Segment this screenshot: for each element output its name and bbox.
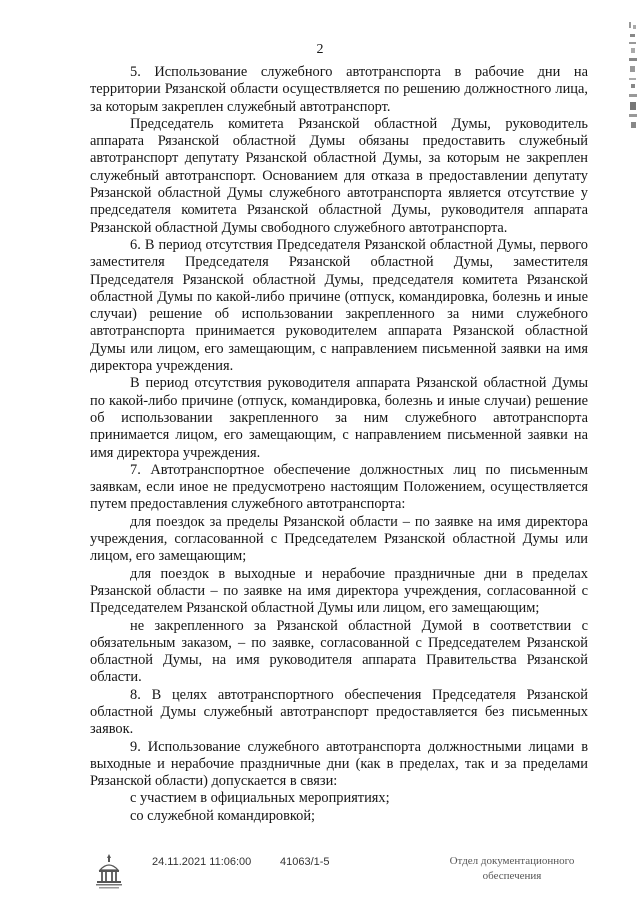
margin-barcode-icon (628, 22, 638, 132)
paragraph: 8. В целях автотранспортного обеспечения Председателя Рязанской областной Думы служебный автотранспорт предоставляется без письменных заявок. (90, 686, 588, 738)
stamp-document-number: 41063/1-5 (280, 856, 330, 868)
paragraph: со служебной командировкой; (130, 807, 316, 824)
paragraph: 6. В период отсутствия Председателя Рязанской областной Думы, первого заместителя Председателя Рязанской областной Думы, заместителя Председателя Рязанской областной Думы, председателя комитета Рязанской областной Думы по какой-либо причине (отпуск, командировка, болезнь и иные случаи) решение об использовании закрепленного за ними служебного автотранспорта принимается руководителем аппарата Рязанской областной Думы или лицом, его замещающим, с направлением письменной заявки на имя директора учреждения. (90, 236, 588, 375)
paragraph: с участием в официальных мероприятиях; (130, 790, 390, 807)
paragraph: не закрепленного за Рязанской областной Думой в соответствии с обязательным заказом, – по заявке, согласованной с Председателем Рязанской областной Думы, на имя руководителя аппарата Правительства Рязанской области. (90, 617, 588, 686)
paragraph: 7. Автотранспортное обеспечение должностных лиц по письменным заявкам, если иное не предусмотрено настоящим Положением, осуществляется путем предоставления служебного автотранспорта: (90, 461, 588, 513)
department-stamp (432, 854, 592, 884)
document-footer (0, 846, 640, 905)
duma-emblem-icon (94, 852, 124, 890)
page-number: 2 (316, 42, 324, 57)
paragraph: Председатель комитета Рязанской областной Думы, руководитель аппарата Рязанской областной Думы обязаны предоставить служебный автотранспорт депутату Рязанской областной Думы, за которым не закреплен служебный автотранспорт. Основанием для отказа в предоставлении депутату Рязанской областной Думы служебного автотранспорта является отсутствие у председателя комитета Рязанской областной Думы, руководителя аппарата Рязанской областной Думы свободного служебного автотранспорта. (90, 115, 588, 236)
department-line: обеспечения (482, 870, 542, 882)
department-line: Отдел документационного (449, 855, 575, 867)
paragraph: для поездок за пределы Рязанской области – по заявке на имя директора учреждения, согласованной с Председателем Рязанской областной Думы или лицом, его замещающим; (90, 513, 588, 565)
paragraph: для поездок в выходные и нерабочие праздничные дни в пределах Рязанской области – по заявке на имя директора учреждения, согласованной с Председателем Рязанской областной Думы или лицом, его замещающим; (90, 565, 588, 617)
paragraph: 5. Использование служебного автотранспорта в рабочие дни на территории Рязанской области осуществляется по решению должностного лица, за которым закреплен служебный автотранспорт. (90, 64, 588, 115)
stamp-datetime: 24.11.2021 11:06:00 (152, 856, 252, 868)
document-body (90, 64, 588, 825)
paragraph: 9. Использование служебного автотранспорта должностными лицами в выходные и нерабочие праздничные дни (как в пределах, так и за пределами Рязанской области) допускается в связи: (90, 738, 588, 790)
paragraph: В период отсутствия руководителя аппарата Рязанской областной Думы по какой-либо причине (отпуск, командировка, болезнь и иные случаи) решение об использовании закрепленного за ним служебного автотранспорта принимается лицом, его замещающим, с направлением письменной заявки на имя директора учреждения. (90, 375, 588, 461)
